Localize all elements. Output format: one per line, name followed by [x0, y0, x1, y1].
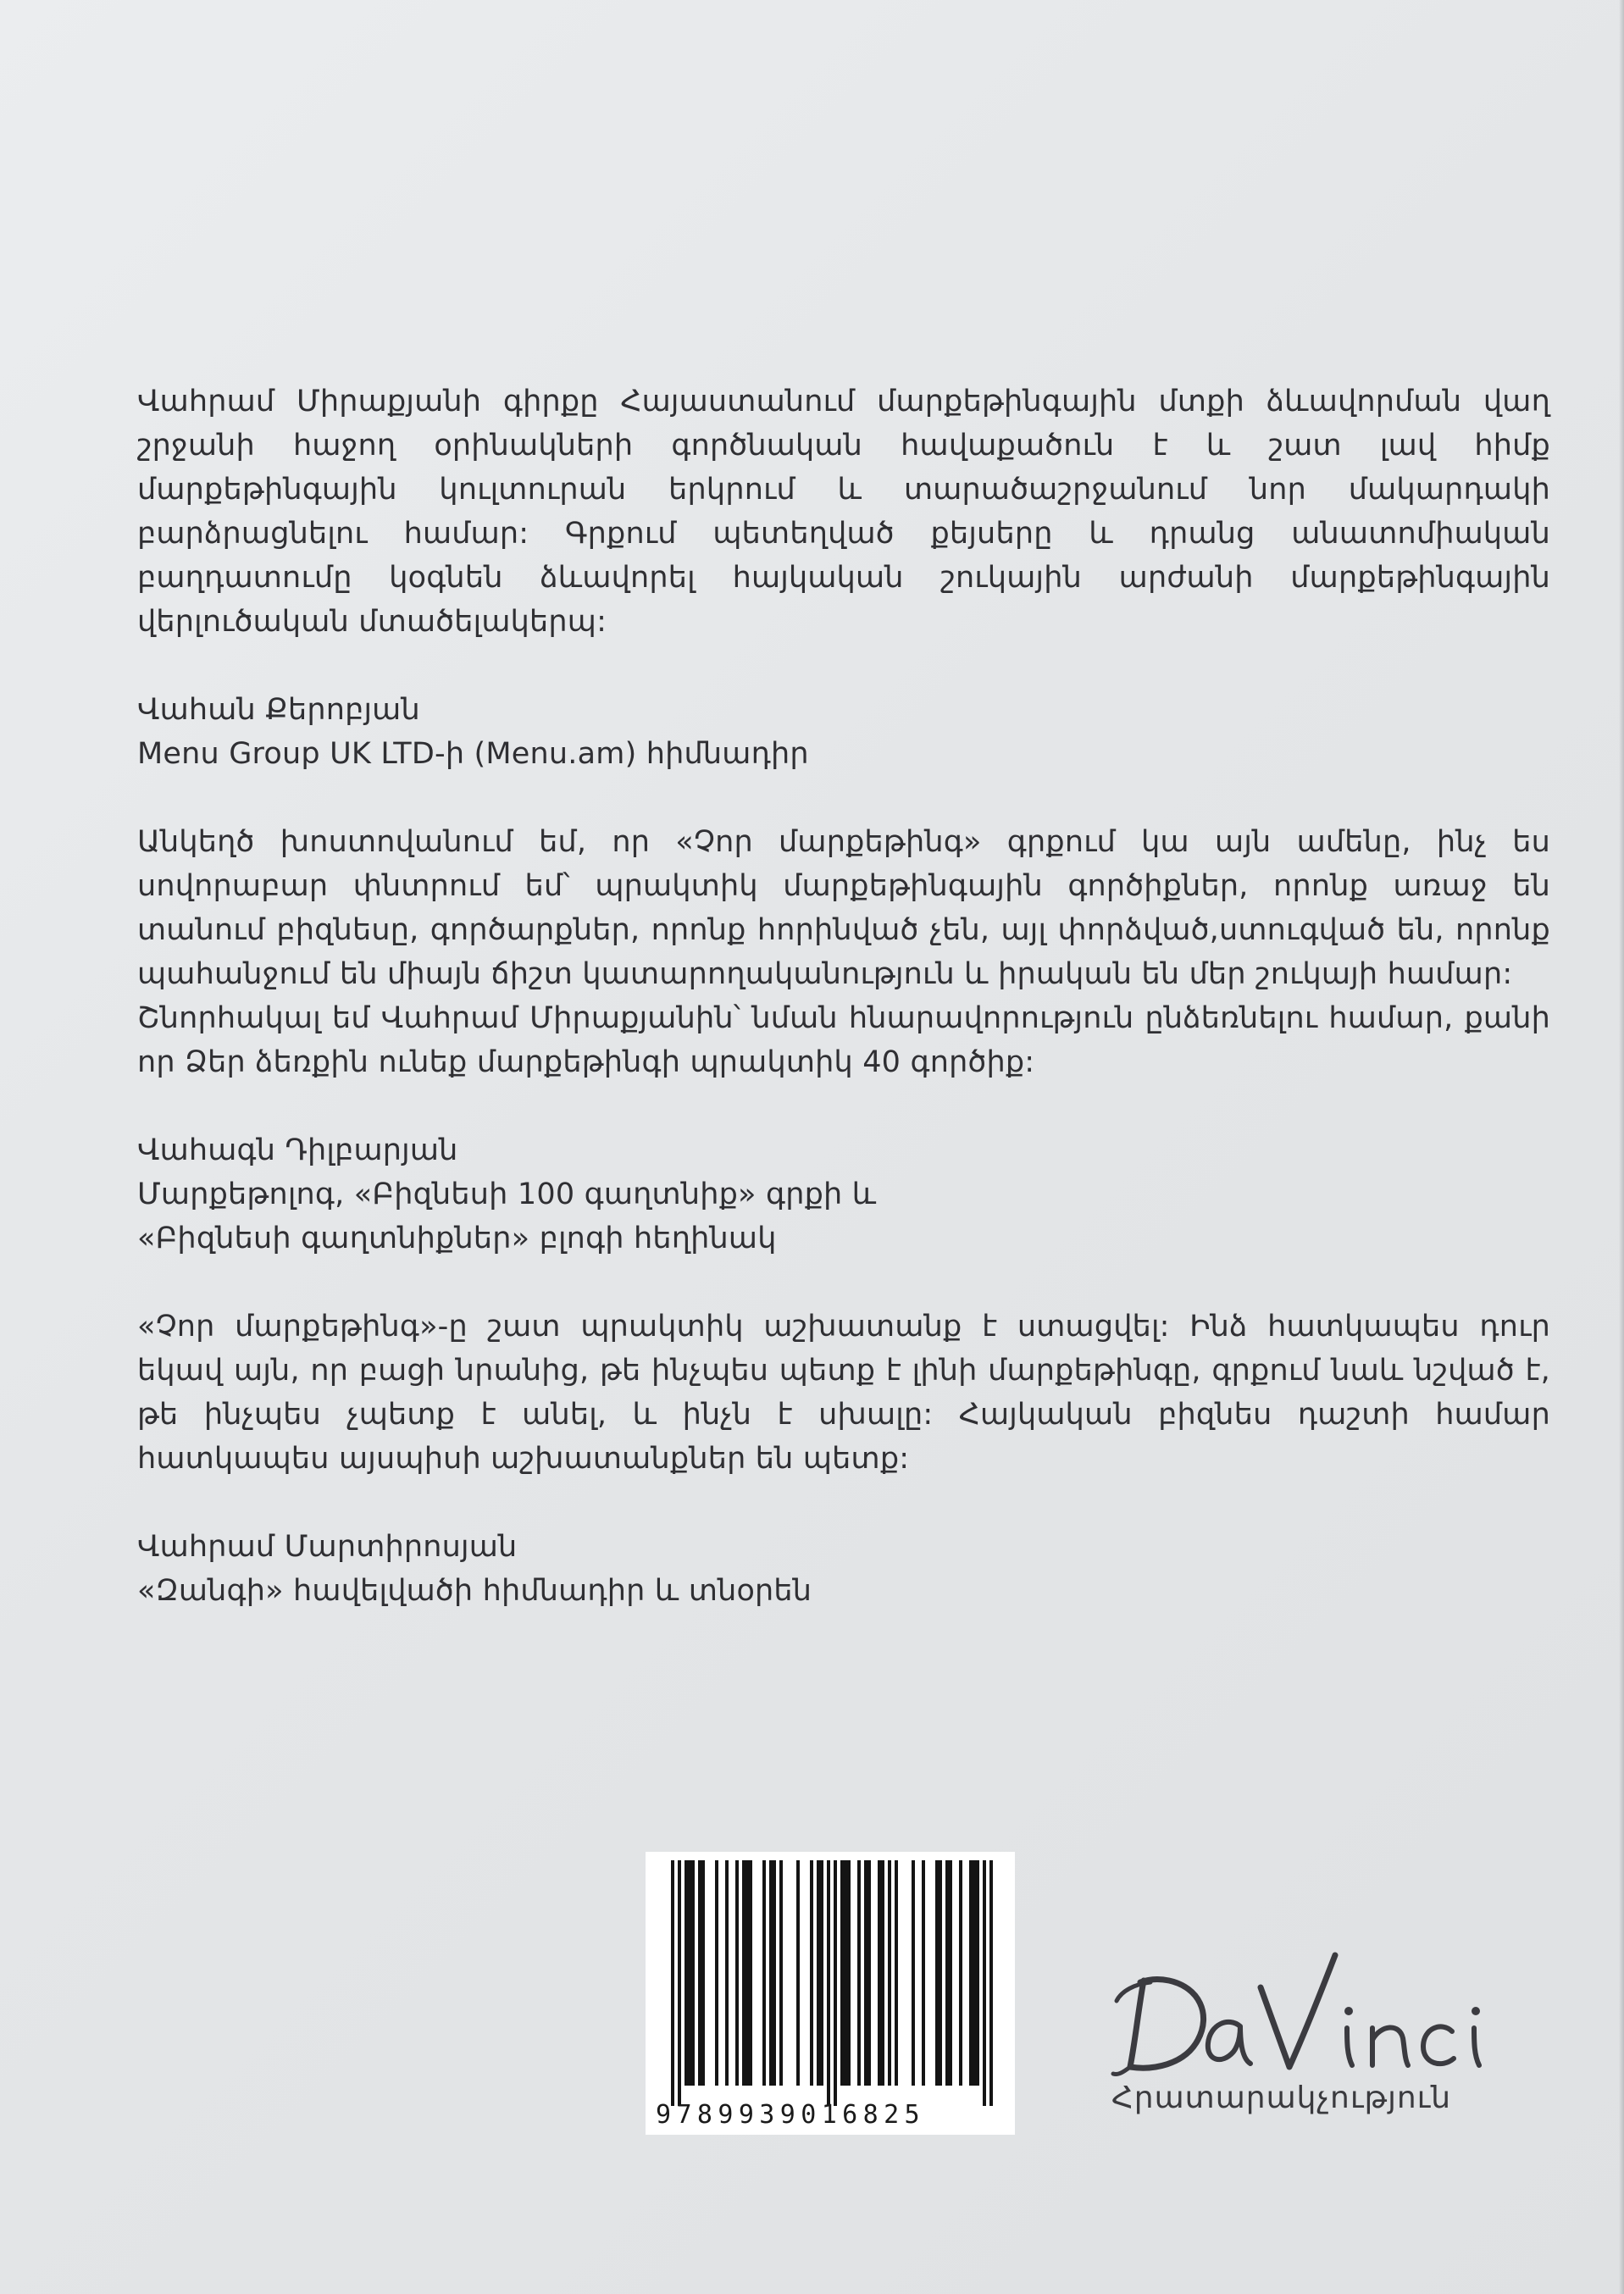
barcode-bar	[857, 1860, 861, 2086]
barcode-bar	[688, 1860, 691, 2086]
davinci-logo-icon	[1101, 1940, 1508, 2092]
barcode-bar	[749, 1860, 752, 2086]
barcode-bar	[769, 1860, 773, 2086]
barcode-bar	[779, 1860, 783, 2086]
quote-2-role-line-2: «Բիզնեսի գաղտնիքներ» բլոգի հեղինակ	[137, 1222, 777, 1255]
barcode-bar	[878, 1860, 881, 2086]
barcode-bar	[701, 1860, 705, 2086]
spacer	[137, 776, 1550, 820]
barcode-bar	[810, 1860, 813, 2086]
barcode-bar	[864, 1860, 867, 2086]
quote-2-role-line-1: Մարքեթոլոգ, «Բիզնեսի 100 գաղտնիք» գրքի և	[137, 1177, 877, 1211]
quote-2-text-p1: Անկեղծ խոստովանում եմ, որ «Չոր մարքեթինգ» գրքում կա այն ամենը, ինչ ես սովորաբար փնտրում եմ՝ պրակտիկ մարքեթինգային գործիքներ, որոնք առաջ են տանում բիզնեսը, գործարքներ, որոնք հորինված չեն, այլ փորձված,ստուգված են, որոնք պահանջում են միայն ճիշտ կատարողականություն և իրական են մեր շուկայի համար:	[137, 825, 1550, 991]
barcode-bar	[715, 1860, 718, 2086]
quote-1-text: Վահրամ Միրաքյանի գիրքը Հայաստանում մարքեթինգային մտքի ձևավորման վաղ շրջանի հաջող օրինակների գործնական հավաքածուն է և շատ լավ հիմք մարքեթինգային կուլտուրան երկրում և տարածաշրջանում նոր մակարդակի բարձրացնելու համար: Գրքում պետեղված քեյսերը և դրանց անատոմիական բաղդատումը կօգնեն ձևավորել հայկական շուկային արժանի մարքեթինգային վերլուծական մտածելակերպ:	[137, 385, 1550, 639]
barcode-bar	[888, 1860, 891, 2086]
quote-3-author: Վահրամ Մարտիրոսյան	[137, 1530, 518, 1564]
barcode-bar	[867, 1860, 871, 2086]
blurb-section	[137, 380, 1550, 1613]
barcode-bar	[817, 1860, 820, 2086]
spacer	[137, 1261, 1550, 1305]
spacer	[137, 644, 1550, 688]
barcode-bar	[844, 1860, 847, 2086]
barcode-bar	[678, 1860, 681, 2106]
barcode-bar	[691, 1860, 695, 2086]
barcode-bar	[735, 1860, 739, 2086]
barcode-bar	[983, 1860, 986, 2106]
barcode-bar	[945, 1860, 949, 2086]
barcode-bar	[939, 1860, 942, 2086]
barcode-bar	[881, 1860, 884, 2086]
barcode-bar	[912, 1860, 915, 2086]
cover-edge-shadow	[1619, 0, 1624, 2294]
quote-2-author: Վահագն Դիլբարյան	[137, 1133, 458, 1167]
barcode-bar	[773, 1860, 776, 2086]
quote-3-text: «Չոր մարքեթինգ»-ը շատ պրակտիկ աշխատանք է ստացվել: Ինձ հատկապես դուր եկավ այն, որ բացի նրանից, թե ինչպես պետք է լինի մարքեթինգը, գրքում նաև նշված է, թե ինչպես չպետք է անել, և ինչն է սխալը: Հայկական բիզնես դաշտի համար հատկապես այսպիսի աշխատանքներ են պետք:	[137, 1310, 1550, 1476]
barcode-bar	[922, 1860, 925, 2086]
barcode-bar	[827, 1860, 830, 2106]
barcode-bar	[698, 1860, 701, 2086]
barcode-bar	[742, 1860, 745, 2086]
barcode-bar	[671, 1860, 674, 2106]
barcode-bar	[725, 1860, 729, 2086]
barcode-bar	[820, 1860, 823, 2086]
isbn-number: 9789939016825	[656, 2100, 925, 2130]
barcode-bar	[989, 1860, 993, 2106]
quote-3-role: «Զանգի» հավելվածի հիմնադիր և տնօրեն	[137, 1574, 812, 1608]
spacer	[137, 1084, 1550, 1128]
barcode-bar	[762, 1860, 766, 2086]
barcode-bar	[745, 1860, 749, 2086]
spacer	[137, 1481, 1550, 1525]
barcode-bar	[840, 1860, 844, 2086]
quote-1-role: Menu Group UK LTD-ի (Menu.am) հիմնադիր	[137, 737, 809, 771]
quote-1-author: Վահան Քերոբյան	[137, 693, 420, 727]
barcode-bar	[935, 1860, 939, 2086]
barcode-bar	[976, 1860, 979, 2086]
barcode-bar	[959, 1860, 962, 2086]
barcode-bar	[847, 1860, 851, 2086]
quote-2-text-p2: Շնորհակալ եմ Վահրամ Միրաքյանին՝ նման հնարավորություն ընձեռնելու համար, քանի որ Ձեր ձեռքին ունեք մարքեթինգի պրակտիկ 40 գործիք:	[137, 1001, 1550, 1079]
barcode-bar	[969, 1860, 973, 2086]
barcode-bar	[796, 1860, 800, 2086]
barcode-bar	[895, 1860, 898, 2086]
barcode-bar	[834, 1860, 837, 2106]
barcode-bars	[646, 1852, 1015, 2135]
barcode-bar	[973, 1860, 976, 2086]
barcode-bar	[685, 1860, 688, 2086]
publisher-label: Հրատարակչություն	[1111, 2081, 1452, 2115]
isbn-barcode	[646, 1852, 1015, 2135]
barcode-bar	[949, 1860, 952, 2086]
publisher-logo	[1101, 1940, 1542, 2143]
